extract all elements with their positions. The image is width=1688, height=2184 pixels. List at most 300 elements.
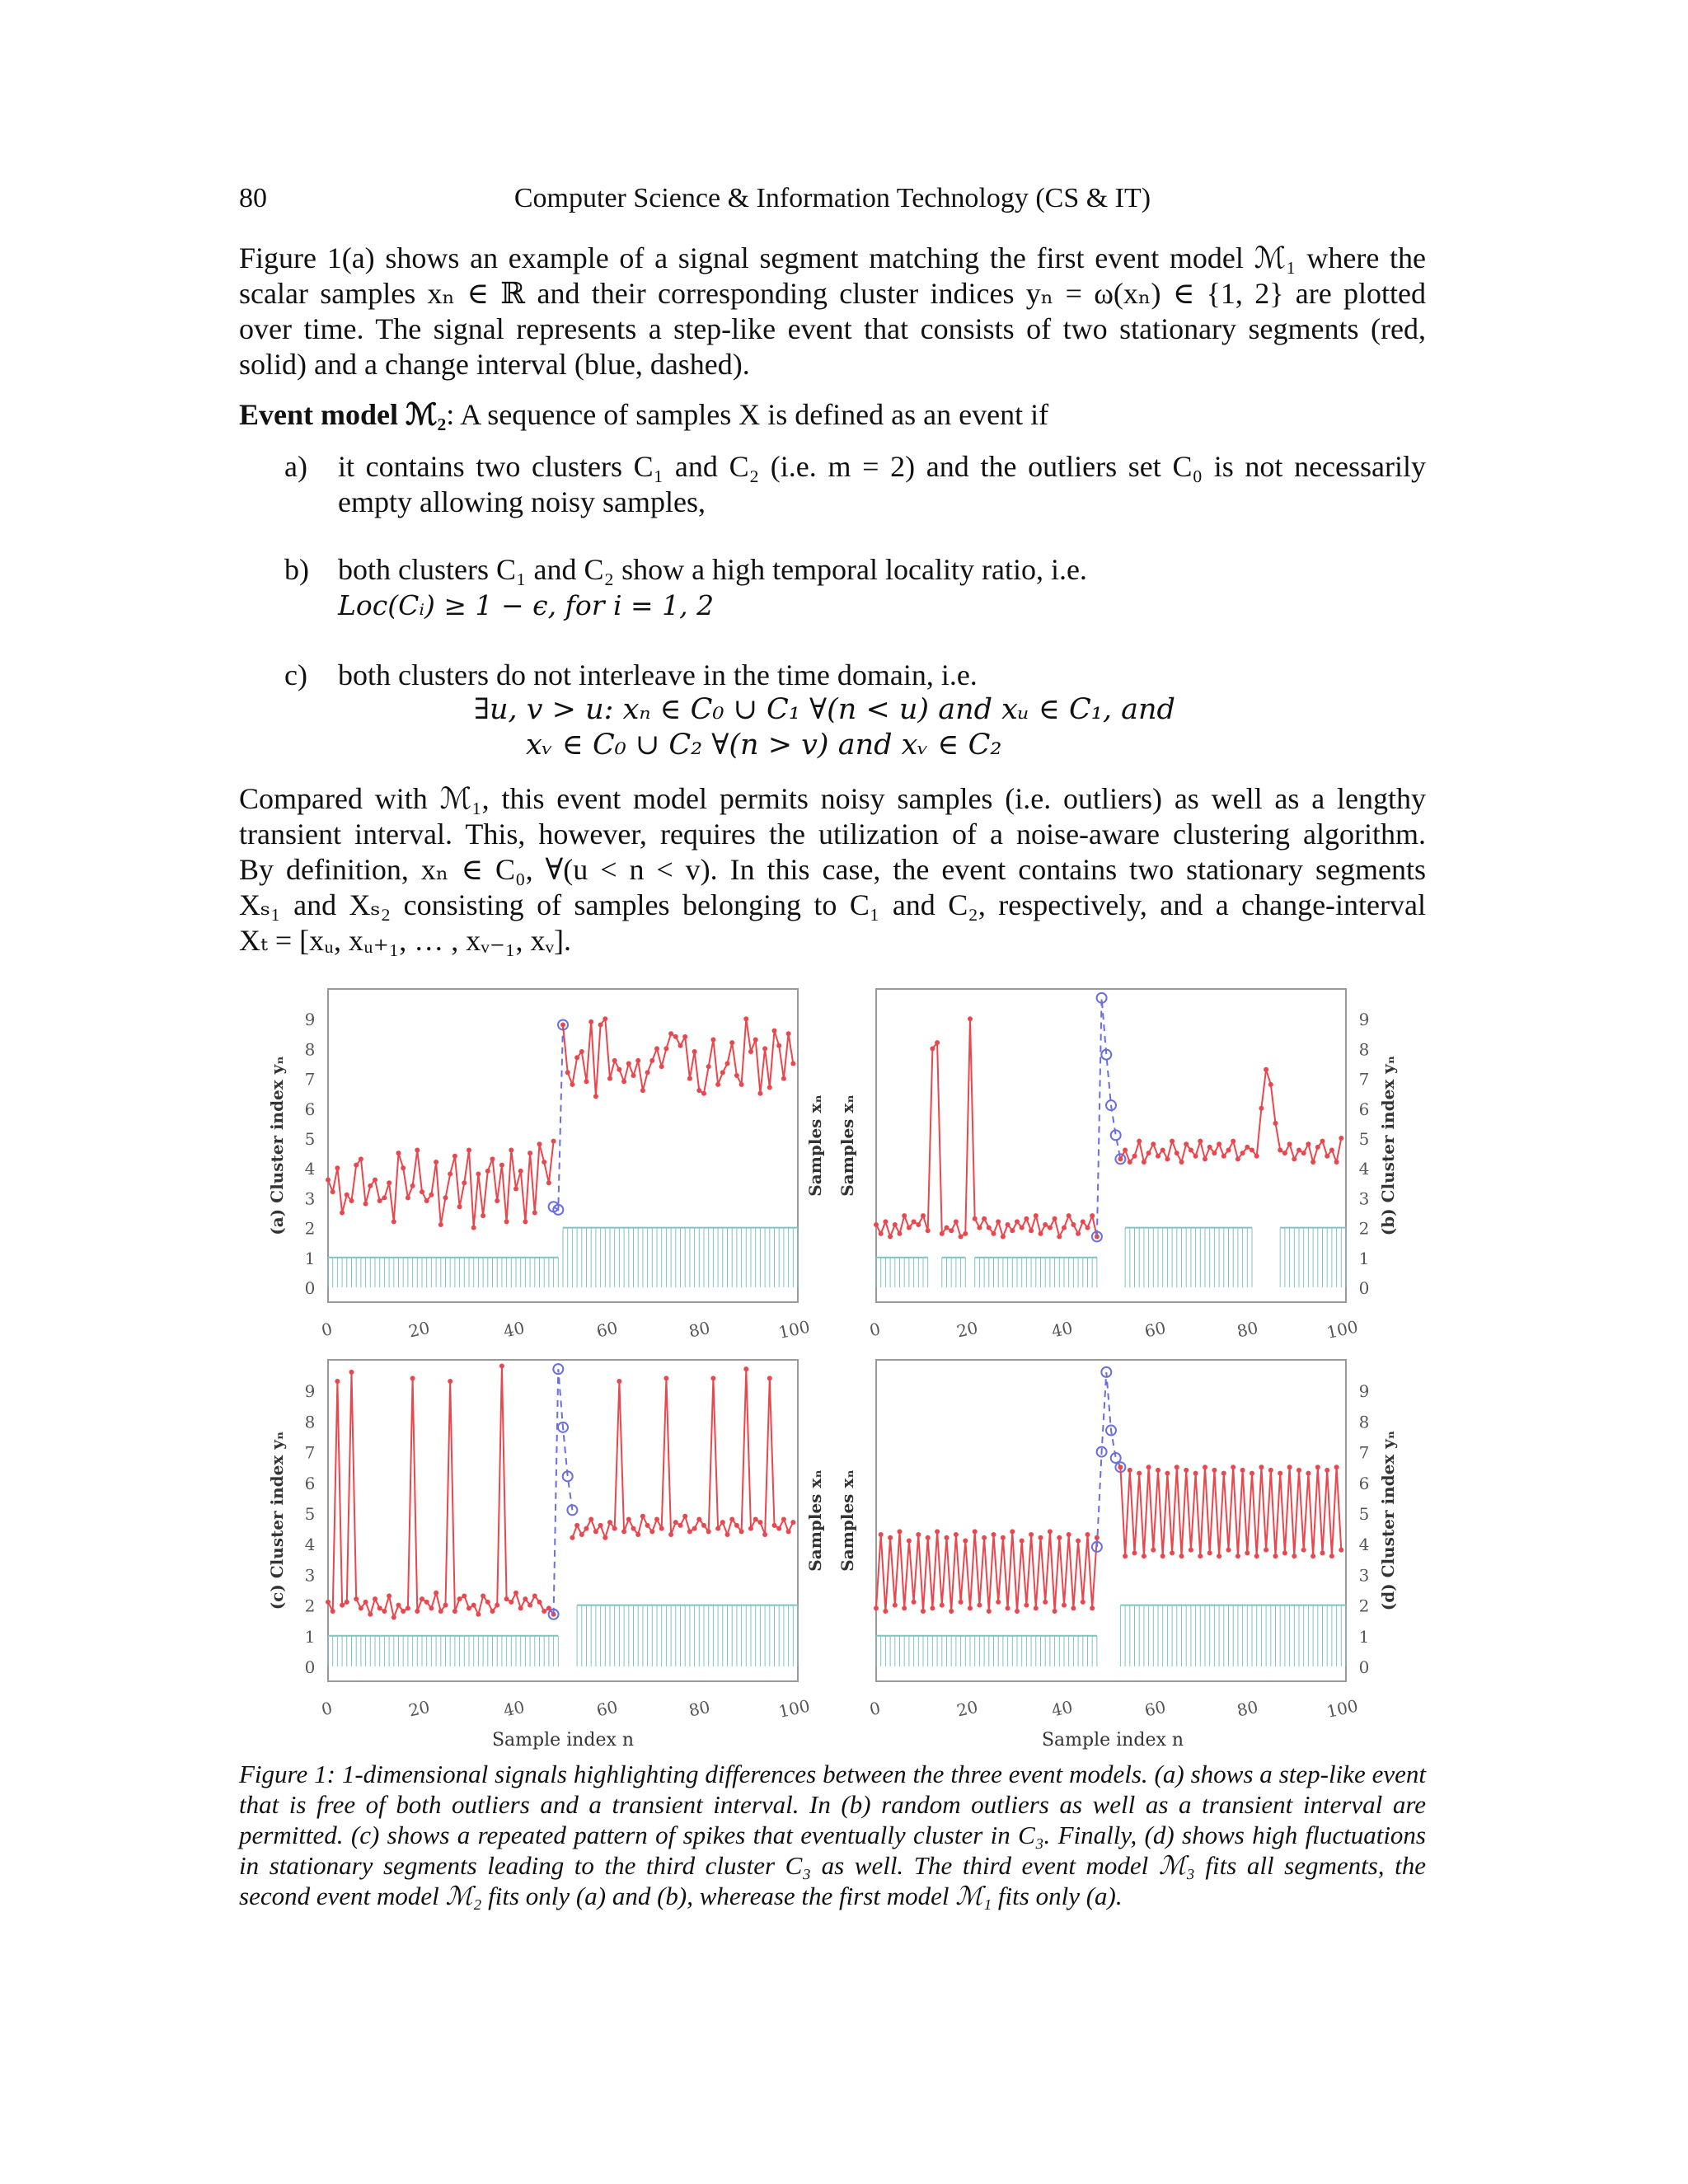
signal-point — [706, 1064, 711, 1069]
signal-point — [1081, 1219, 1085, 1224]
signal-point — [710, 1038, 715, 1043]
signal-point — [687, 1076, 692, 1081]
y-tick-label: 3 — [304, 1565, 316, 1586]
signal-point — [617, 1067, 621, 1072]
signal-point — [1292, 1554, 1296, 1558]
signal-point — [542, 1609, 546, 1614]
y-tick-label: 2 — [304, 1218, 316, 1239]
signal-point — [1292, 1156, 1296, 1161]
signal-point — [340, 1211, 345, 1216]
signal-point — [598, 1523, 603, 1528]
page-number: 80 — [239, 183, 267, 213]
signal-point — [438, 1222, 443, 1227]
signal-point — [570, 1082, 574, 1087]
signal-point — [1268, 1082, 1273, 1087]
signal-point — [781, 1516, 786, 1521]
y-axis-label: (a) Cluster index yₙ — [267, 1056, 287, 1235]
signal-point — [410, 1183, 415, 1188]
signal-point — [579, 1532, 584, 1537]
signal-point — [551, 1139, 556, 1144]
signal-point — [1062, 1226, 1067, 1230]
signal-line — [563, 1019, 793, 1096]
signal-point — [772, 1523, 777, 1528]
signal-point — [1268, 1468, 1273, 1473]
signal-point — [898, 1231, 903, 1236]
signal-point — [1320, 1550, 1325, 1555]
signal-point — [363, 1600, 368, 1605]
signal-point — [532, 1593, 537, 1598]
signal-point — [528, 1151, 532, 1155]
y-tick-label: 7 — [304, 1069, 316, 1090]
signal-point — [1221, 1471, 1226, 1476]
signal-point — [1259, 1465, 1264, 1469]
signal-point — [1315, 1465, 1320, 1469]
signal-point — [1123, 1147, 1128, 1152]
signal-point — [898, 1529, 903, 1534]
signal-point — [537, 1600, 542, 1605]
signal-point — [776, 1043, 781, 1048]
x-tick-label: 80 — [1235, 1696, 1260, 1721]
signal-point — [1034, 1605, 1039, 1610]
signal-point — [692, 1526, 697, 1531]
signal-point — [1287, 1465, 1292, 1469]
x-tick-label: 0 — [319, 1698, 335, 1720]
y-axis-label: (c) Cluster index yₙ — [267, 1431, 287, 1610]
signal-point — [448, 1379, 452, 1384]
signal-point — [359, 1156, 363, 1161]
signal-line — [328, 1141, 554, 1228]
intro-line: over time. The signal represents a step-like event that consists of two stationary segments (red, — [239, 312, 1426, 345]
list-line: empty allowing noisy samples, — [338, 485, 706, 518]
x-tick-label: 80 — [687, 1696, 712, 1721]
signal-point — [902, 1213, 907, 1218]
list-label: c) — [284, 658, 307, 691]
y-tick-label: 0 — [304, 1278, 316, 1298]
signal-point — [748, 1049, 753, 1054]
signal-point — [1264, 1548, 1268, 1553]
signal-point — [523, 1219, 528, 1224]
signal-point — [1203, 1156, 1207, 1161]
signal-point — [513, 1187, 518, 1192]
signal-point — [340, 1603, 345, 1608]
signal-point — [879, 1231, 884, 1236]
signal-point — [1010, 1529, 1015, 1534]
samples-axis-label: Samples xₙ — [837, 1094, 857, 1197]
signal-point — [593, 1529, 598, 1534]
signal-point — [968, 1016, 973, 1021]
signal-point — [565, 1070, 570, 1075]
signal-point — [457, 1204, 462, 1209]
signal-point — [406, 1195, 410, 1200]
signal-point — [1287, 1141, 1292, 1146]
signal-point — [649, 1529, 654, 1534]
signal-point — [762, 1046, 767, 1051]
y-tick-label: 9 — [304, 1010, 316, 1030]
signal-line — [572, 1369, 793, 1538]
signal-point — [921, 1213, 926, 1218]
signal-point — [373, 1596, 377, 1601]
y-tick-label: 9 — [1358, 1010, 1370, 1030]
signal-point — [1085, 1532, 1090, 1537]
x-tick-label: 20 — [954, 1696, 980, 1721]
signal-point — [973, 1216, 978, 1221]
signal-point — [1301, 1548, 1306, 1553]
signal-point — [1184, 1468, 1189, 1473]
signal-point — [1010, 1228, 1015, 1233]
signal-point — [1311, 1160, 1315, 1165]
signal-point — [982, 1535, 987, 1540]
signal-point — [935, 1529, 940, 1534]
signal-point — [1179, 1160, 1184, 1165]
y-tick-label: 5 — [304, 1129, 316, 1149]
signal-point — [424, 1198, 429, 1203]
compare-line: transient interval. This, however, requires the utilization of a noise-aware clustering algorithm. — [239, 818, 1426, 851]
signal-point — [1203, 1465, 1207, 1469]
signal-point — [495, 1603, 499, 1608]
signal-point — [893, 1603, 898, 1608]
signal-point — [1151, 1141, 1156, 1146]
y-tick-label: 7 — [1358, 1069, 1370, 1090]
signal-point — [1221, 1154, 1226, 1159]
signal-point — [949, 1609, 954, 1614]
signal-point — [406, 1605, 410, 1610]
signal-point — [396, 1151, 401, 1155]
signal-point — [739, 1082, 744, 1087]
signal-point — [725, 1532, 730, 1537]
signal-point — [1198, 1554, 1203, 1558]
signal-point — [603, 1535, 607, 1540]
signal-point — [687, 1529, 692, 1534]
y-tick-label: 9 — [304, 1381, 316, 1402]
signal-point — [696, 1088, 701, 1093]
signal-point — [940, 1603, 945, 1608]
signal-point — [377, 1605, 382, 1610]
y-tick-label: 6 — [304, 1473, 316, 1493]
signal-point — [1165, 1156, 1170, 1161]
signal-point — [1212, 1468, 1217, 1473]
plot-frame — [876, 989, 1346, 1302]
signal-point — [434, 1591, 438, 1596]
signal-point — [1039, 1535, 1043, 1540]
signal-point — [1170, 1550, 1175, 1555]
signal-point — [1146, 1465, 1151, 1469]
signal-point — [1053, 1609, 1057, 1614]
signal-point — [1217, 1141, 1221, 1146]
signal-point — [888, 1234, 893, 1239]
signal-point — [1132, 1154, 1137, 1159]
signal-point — [748, 1526, 753, 1531]
y-tick-label: 3 — [304, 1188, 316, 1209]
signal-point — [973, 1529, 978, 1534]
signal-point — [621, 1529, 626, 1534]
transient-line — [1097, 998, 1121, 1237]
signal-point — [1306, 1141, 1311, 1146]
signal-point — [762, 1532, 767, 1537]
signal-point — [757, 1520, 762, 1525]
signal-point — [977, 1603, 982, 1608]
list-line: both clusters do not interleave in the time domain, i.e. — [338, 658, 978, 691]
signal-point — [659, 1526, 664, 1531]
signal-point — [1142, 1554, 1146, 1558]
signal-point — [420, 1596, 424, 1601]
signal-point — [1076, 1538, 1081, 1543]
signal-point — [786, 1529, 791, 1534]
signal-point — [588, 1516, 593, 1521]
signal-point — [335, 1379, 340, 1384]
signal-line — [876, 1531, 1097, 1611]
signal-point — [1015, 1219, 1020, 1224]
signal-point — [1250, 1471, 1254, 1476]
signal-point — [481, 1593, 485, 1598]
signal-point — [1142, 1160, 1146, 1165]
x-tick-label: 40 — [501, 1317, 527, 1342]
signal-point — [345, 1600, 349, 1605]
signal-point — [1006, 1222, 1010, 1227]
intro-line: Figure 1(a) shows an example of a signal segment matching the first event model ℳ₁ where the — [239, 241, 1426, 274]
signal-point — [1189, 1548, 1193, 1553]
signal-point — [345, 1193, 349, 1197]
signal-point — [523, 1596, 528, 1601]
signal-point — [467, 1605, 471, 1610]
y-tick-label: 9 — [1358, 1381, 1370, 1402]
signal-point — [668, 1031, 673, 1036]
signal-point — [1132, 1550, 1137, 1555]
signal-point — [331, 1609, 335, 1614]
signal-point — [1254, 1554, 1259, 1558]
signal-point — [921, 1609, 926, 1614]
signal-line — [876, 1019, 1097, 1236]
signal-point — [579, 1049, 584, 1054]
signal-point — [767, 1376, 772, 1380]
y-tick-label: 3 — [1358, 1565, 1370, 1586]
signal-point — [916, 1222, 921, 1227]
signal-point — [1024, 1603, 1029, 1608]
signal-point — [1085, 1226, 1090, 1230]
x-tick-label: 60 — [594, 1317, 620, 1342]
signal-point — [1128, 1160, 1132, 1165]
signal-point — [377, 1198, 382, 1203]
signal-point — [1231, 1465, 1236, 1469]
signal-point — [1315, 1145, 1320, 1150]
signal-point — [621, 1079, 626, 1084]
y-tick-label: 1 — [304, 1248, 316, 1268]
x-tick-label: 20 — [406, 1317, 432, 1342]
signal-point — [631, 1526, 636, 1531]
signal-point — [1081, 1600, 1085, 1605]
x-tick-label: 100 — [1325, 1695, 1360, 1722]
intro-line: scalar samples xₙ ∈ ℝ and their corresponding cluster indices yₙ = ω(xₙ) ∈ {1, 2} are plotted — [239, 277, 1427, 310]
signal-point — [1226, 1548, 1231, 1553]
signal-point — [626, 1516, 631, 1521]
signal-point — [682, 1034, 687, 1039]
signal-point — [1137, 1471, 1142, 1476]
signal-point — [1306, 1471, 1311, 1476]
signal-point — [1048, 1529, 1053, 1534]
x-tick-label: 80 — [687, 1317, 712, 1342]
signal-point — [949, 1228, 954, 1233]
y-tick-label: 1 — [304, 1626, 316, 1647]
signal-point — [916, 1532, 921, 1537]
signal-point — [462, 1593, 467, 1598]
signal-point — [1137, 1139, 1142, 1144]
signal-point — [1217, 1554, 1221, 1558]
transient-line — [554, 1369, 573, 1615]
y-tick-label: 6 — [1358, 1473, 1370, 1493]
signal-point — [720, 1070, 725, 1075]
signal-point — [1151, 1548, 1156, 1553]
signal-point — [1296, 1147, 1301, 1152]
signal-point — [649, 1058, 654, 1063]
y-tick-label: 8 — [1358, 1039, 1370, 1060]
signal-point — [692, 1049, 697, 1054]
x-tick-label: 100 — [776, 1695, 812, 1722]
signal-point — [954, 1219, 959, 1224]
signal-point — [331, 1189, 335, 1194]
x-tick-label: 60 — [1142, 1317, 1168, 1342]
signal-point — [715, 1082, 720, 1087]
signal-point — [753, 1516, 758, 1521]
list-label: b) — [284, 553, 309, 586]
signal-point — [635, 1058, 640, 1063]
signal-point — [1259, 1106, 1264, 1111]
signal-point — [963, 1538, 968, 1543]
signal-point — [542, 1160, 546, 1165]
signal-point — [1273, 1121, 1278, 1126]
signal-point — [1245, 1145, 1250, 1150]
signal-point — [945, 1226, 950, 1230]
signal-point — [757, 1091, 762, 1096]
signal-point — [926, 1228, 931, 1233]
signal-point — [1175, 1151, 1179, 1155]
journal-title: Computer Science & Information Technology (CS & IT) — [513, 183, 1151, 213]
signal-point — [518, 1605, 523, 1610]
y-tick-label: 5 — [1358, 1504, 1370, 1524]
y-tick-label: 4 — [304, 1159, 316, 1179]
signal-point — [1236, 1156, 1240, 1161]
x-tick-label: 40 — [1049, 1317, 1075, 1342]
signal-point — [945, 1535, 950, 1540]
signal-point — [701, 1091, 706, 1096]
signal-point — [1250, 1147, 1254, 1152]
signal-point — [1329, 1554, 1334, 1558]
signal-point — [1254, 1154, 1259, 1159]
signal-point — [1170, 1139, 1175, 1144]
signal-point — [1339, 1548, 1343, 1553]
signal-point — [434, 1160, 438, 1165]
signal-point — [668, 1532, 673, 1537]
signal-point — [1118, 1465, 1123, 1469]
y-tick-label: 0 — [1358, 1278, 1370, 1298]
signal-point — [753, 1038, 758, 1043]
x-tick-label: 100 — [776, 1316, 812, 1343]
signal-point — [570, 1535, 574, 1540]
x-axis-label: Sample index n — [1041, 1730, 1184, 1750]
event-model-title: Event model ℳ₂ — [239, 398, 447, 431]
signal-point — [701, 1523, 706, 1528]
samples-axis-label: Samples xₙ — [837, 1469, 857, 1572]
signal-point — [546, 1180, 551, 1185]
signal-point — [1095, 1535, 1100, 1540]
signal-point — [1236, 1554, 1240, 1558]
signal-point — [392, 1219, 396, 1224]
signal-point — [626, 1062, 631, 1066]
signal-point — [640, 1088, 645, 1093]
signal-point — [982, 1216, 987, 1221]
signal-point — [743, 1016, 748, 1021]
signal-point — [499, 1363, 504, 1368]
signal-point — [902, 1605, 907, 1610]
x-axis-label: Sample index n — [491, 1730, 635, 1750]
signal-point — [743, 1366, 748, 1371]
signal-point — [349, 1370, 354, 1375]
y-tick-label: 0 — [1358, 1657, 1370, 1677]
signal-point — [1043, 1600, 1048, 1605]
signal-point — [874, 1222, 879, 1227]
signal-point — [1156, 1154, 1160, 1159]
signal-point — [532, 1211, 537, 1216]
signal-point — [612, 1058, 617, 1063]
signal-point — [893, 1222, 898, 1227]
signal-point — [485, 1600, 490, 1605]
x-tick-label: 60 — [594, 1696, 620, 1721]
signal-point — [663, 1376, 668, 1380]
signal-point — [888, 1535, 893, 1540]
signal-point — [438, 1609, 443, 1614]
signal-point — [959, 1234, 964, 1239]
signal-point — [1184, 1141, 1189, 1146]
signal-point — [420, 1189, 424, 1194]
signal-point — [504, 1219, 509, 1224]
signal-point — [326, 1600, 331, 1605]
signal-point — [1076, 1231, 1081, 1236]
signal-point — [429, 1193, 434, 1197]
x-tick-label: 40 — [1049, 1696, 1075, 1721]
signal-point — [1090, 1605, 1095, 1610]
signal-point — [659, 1064, 664, 1069]
signal-point — [335, 1165, 340, 1170]
signal-point — [935, 1040, 940, 1045]
formula-line-1: ∃u, v > u: xₙ ∈ C₀ ∪ C₁ ∀(n < u) and xᵤ ∈ C₁, and — [474, 693, 1175, 726]
signal-point — [907, 1538, 912, 1543]
compare-line: Compared with ℳ₁, this event model permits noisy samples (i.e. outliers) as well as a lengthy — [239, 782, 1426, 815]
signal-point — [443, 1195, 448, 1200]
signal-point — [495, 1198, 499, 1203]
y-tick-label: 8 — [304, 1412, 316, 1432]
signal-point — [1198, 1139, 1203, 1144]
signal-point — [992, 1231, 996, 1236]
signal-point — [907, 1226, 912, 1230]
signal-point — [612, 1526, 617, 1531]
signal-point — [368, 1612, 373, 1617]
signal-point — [729, 1040, 734, 1045]
signal-point — [734, 1073, 739, 1078]
signal-point — [1179, 1554, 1184, 1558]
signal-line — [1120, 1070, 1341, 1162]
signal-point — [1231, 1139, 1236, 1144]
signal-point — [363, 1202, 368, 1207]
signal-point — [1057, 1535, 1062, 1540]
signal-point — [617, 1379, 621, 1384]
x-tick-label: 60 — [1142, 1696, 1168, 1721]
signal-point — [1071, 1605, 1076, 1610]
signal-point — [673, 1520, 678, 1525]
x-tick-label: 20 — [406, 1696, 432, 1721]
signal-point — [452, 1609, 457, 1614]
signal-point — [1193, 1471, 1198, 1476]
signal-point — [1273, 1554, 1278, 1558]
y-tick-label: 6 — [304, 1099, 316, 1119]
signal-point — [631, 1073, 636, 1078]
